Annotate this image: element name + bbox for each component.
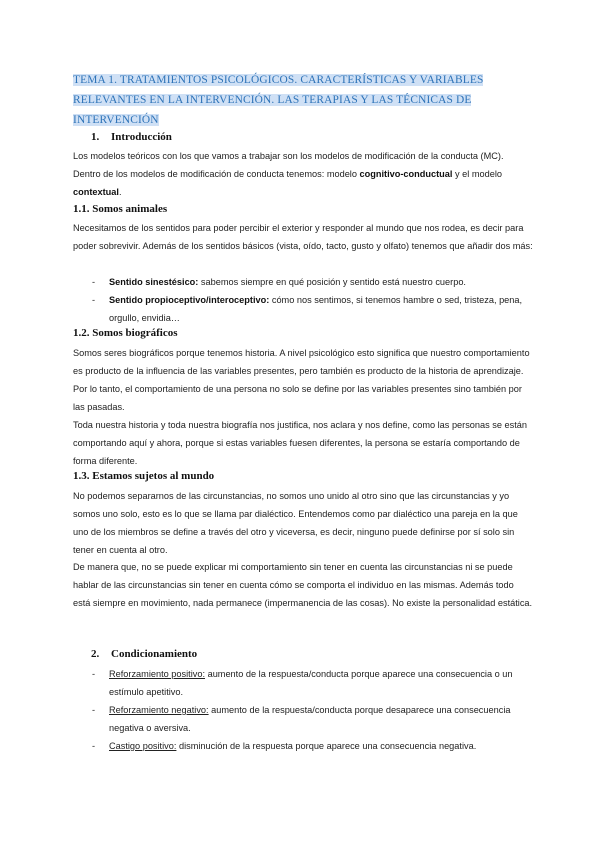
underlined-term: Reforzamiento negativo: (109, 705, 209, 715)
document-title: TEMA 1. TRATAMIENTOS PSICOLÓGICOS. CARACTERÍSTICAS Y VARIABLES RELEVANTES EN LA INTERVENCIÓN. LAS TERAPIAS Y LAS TÉCNICAS DE INTERVENCIÓN (73, 74, 484, 126)
underlined-term: Reforzamiento positivo: (109, 669, 206, 679)
list-item: - Castigo positivo: disminución de la respuesta porque aparece una consecuencia negativa. (92, 741, 477, 751)
paragraph-1-2b: Toda nuestra historia y toda nuestra biografía nos justifica, nos aclara y nos define, como las personas se están comportando aquí y ahora, porque si estas variables fuesen diferentes, la persona se estaría comportando de forma diferente. (73, 420, 528, 466)
bold-term: Sentido sinestésico: (109, 277, 199, 287)
paragraph-1-1: Necesitamos de los sentidos para poder percibir el exterior y responder al mundo que nos rodea, es decir para poder sobrevivir. Además de los sentidos básicos (vista, oído, tacto, gusto y olfato) tenemos que añadir dos más: (73, 223, 533, 251)
section-title: Condicionamiento (111, 648, 198, 660)
bold-term: cognitivo-conductual (359, 169, 453, 179)
subsection-heading-1-1: 1.1. Somos animales (73, 203, 168, 215)
list-item: - Sentido sinestésico: sabemos siempre en qué posición y sentido está nuestro cuerpo. (92, 277, 466, 287)
paragraph-1-3b: De manera que, no se puede explicar mi comportamiento sin tener en cuenta las circunstancias ni se puede hablar de las circunstancias sin tener en cuenta cómo se comporta el individuo en las mismas. Además todo está siempre en movimiento, nada permanece (impermanencia de las cosas). No existe la personalidad estática. (73, 562, 533, 608)
section-title: Introducción (111, 131, 172, 143)
subsection-heading-1-3: 1.3. Estamos sujetos al mundo (73, 470, 215, 482)
bold-term: contextual (73, 187, 119, 197)
list-item: - Sentido propioceptivo/interoceptivo: cómo nos sentimos, si tenemos hambre o sed, tristeza, pena, orgullo, envidia… (92, 295, 523, 323)
paragraph-intro: Los modelos teóricos con los que vamos a trabajar son los modelos de modificación de la conducta (MC). Dentro de los modelos de modificación de conducta tenemos: modelo cognitivo-conductual y el modelo contextual. (73, 151, 504, 197)
section-heading-condicionamiento (91, 648, 197, 660)
paragraph-1-2a: Somos seres biográficos porque tenemos historia. A nivel psicológico esto significa que nuestro comportamiento es producto de la influencia de las variables presentes, pero también es producto de la historia de aprendizaje. Por lo tanto, el comportamiento de una persona no solo se define por las variables presentes sino también por las pasadas. (73, 348, 530, 412)
subsection-heading-1-2: 1.2. Somos biográficos (73, 327, 178, 339)
paragraph-1-3a: No podemos separarnos de las circunstancias, no somos uno unido al otro sino que las circunstancias y yo somos uno solo, esto es lo que se llama par dialéctico. Entendemos como par dialéctico una pareja en la que uno de los miembros se define a través del otro y viceversa, es decir, ninguno puede definirse por sí solo sin tener en cuenta al otro. (73, 491, 518, 555)
section-heading-introduccion (91, 131, 172, 143)
list-item: - Reforzamiento negativo: aumento de la respuesta/conducta porque desaparece una consecuencia negativa o aversiva. (92, 705, 511, 733)
list-item: - Reforzamiento positivo: aumento de la respuesta/conducta porque aparece una consecuencia o un estímulo apetitivo. (92, 669, 513, 697)
underlined-term: Castigo positivo: (109, 741, 177, 751)
bold-term: Sentido propioceptivo/interoceptivo: (109, 295, 270, 305)
section-number: 2. (91, 648, 100, 660)
section-number: 1. (91, 131, 100, 143)
